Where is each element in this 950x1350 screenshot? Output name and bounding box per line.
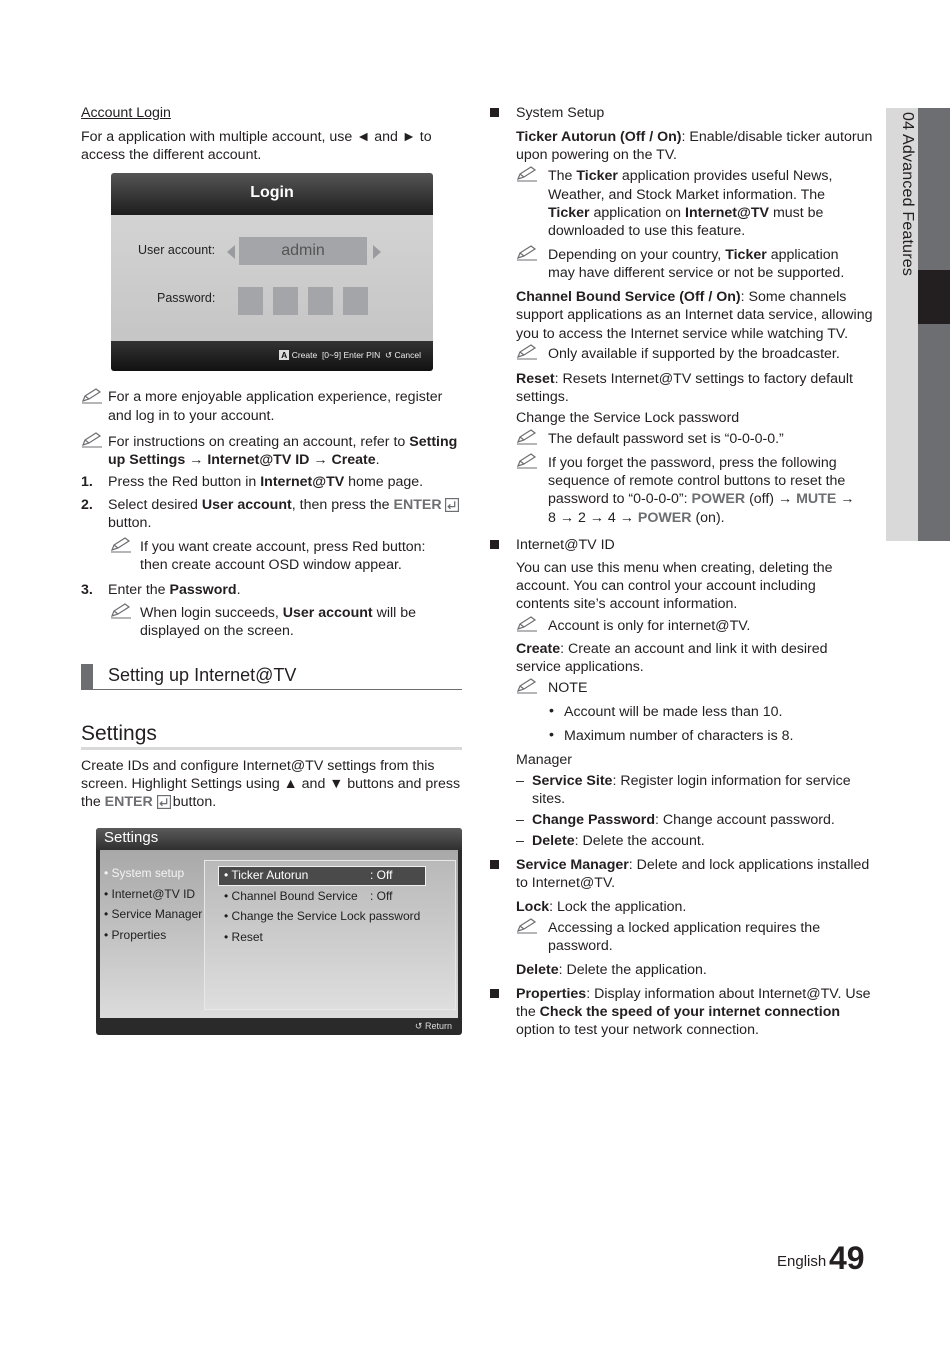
- intro-line: For a application with multiple account, use ◄ and ► to: [81, 129, 432, 145]
- step-number: 2.: [81, 497, 93, 513]
- note-text: If you forget the password, press the following: [548, 455, 837, 471]
- user-account-field[interactable]: admin: [239, 237, 367, 265]
- pin-box[interactable]: [238, 287, 263, 315]
- page-number: 49: [829, 1240, 865, 1276]
- dash: –: [516, 812, 524, 828]
- internet-tv-id-heading: Internet@TV ID: [516, 537, 615, 553]
- settings-heading: Settings: [81, 722, 157, 745]
- bullet-dot: •: [549, 727, 554, 743]
- body-text: account. You can control your account including: [516, 578, 816, 594]
- body-text: sites.: [532, 791, 566, 807]
- body-text: Delete: Delete the application.: [516, 962, 707, 978]
- dash: –: [516, 773, 524, 789]
- body-text: Reset: Resets Internet@TV settings to factory default: [516, 371, 853, 387]
- return-icon: ↺: [385, 350, 393, 360]
- note-text: Depending on your country, Ticker application: [548, 247, 839, 263]
- submenu-item-channel-bound[interactable]: • Channel Bound Service: [224, 889, 358, 903]
- bullet-text: Account will be made less than 10.: [564, 704, 783, 720]
- submenu-item-change-lock[interactable]: • Change the Service Lock password: [224, 909, 421, 923]
- square-bullet: [490, 989, 499, 998]
- step-text: button.: [108, 515, 152, 531]
- chapter-tab-marker: [918, 108, 950, 270]
- submenu-item-ticker-autorun[interactable]: • Ticker Autorun: [224, 868, 309, 882]
- note-icon: [516, 616, 538, 632]
- pin-box[interactable]: [343, 287, 368, 315]
- note-text: When login succeeds, User account will be: [140, 605, 417, 621]
- subheading: Manager: [516, 752, 572, 768]
- note-title: NOTE: [548, 680, 588, 696]
- note-text: may have different service or not be supported.: [548, 265, 845, 281]
- note-text: Only available if supported by the broadcaster.: [548, 346, 840, 362]
- note-icon: [110, 603, 132, 619]
- body-text: Ticker Autorun (Off / On): Enable/disable ticker autorun: [516, 129, 873, 145]
- chapter-label: 04 Advanced Features: [899, 112, 916, 277]
- note-icon: [516, 429, 538, 445]
- settings-osd-body: [100, 850, 458, 1018]
- note-icon: [516, 918, 538, 934]
- note-text: and log in to your account.: [108, 408, 275, 424]
- section-title: Setting up Internet@TV: [108, 665, 297, 685]
- menu-item-system-setup[interactable]: • System setup: [104, 866, 185, 880]
- login-osd-footer-hints: [279, 350, 421, 361]
- note-text: 8 → 2 → 4 → POWER (on).: [548, 510, 725, 526]
- note-icon: [516, 245, 538, 261]
- settings-text: Create IDs and configure Internet@TV settings from this: [81, 758, 435, 774]
- body-text: to Internet@TV.: [516, 875, 616, 891]
- user-account-label: User account:: [138, 243, 216, 257]
- settings-text: screen. Highlight Settings using ▲ and ▼ buttons and press: [81, 776, 461, 792]
- square-bullet: [490, 108, 499, 117]
- square-bullet: [490, 860, 499, 869]
- step-number: 3.: [81, 582, 93, 598]
- note-icon: [516, 344, 538, 360]
- settings-text: the ENTER button.: [81, 794, 217, 810]
- body-text: settings.: [516, 389, 569, 405]
- note-text: password to “0-0-0-0”: POWER (off) → MUTE →: [548, 491, 855, 507]
- bullet-text: Maximum number of characters is 8.: [564, 728, 794, 744]
- step-text: Press the Red button in Internet@TV home page.: [108, 474, 424, 490]
- body-text: upon powering on the TV.: [516, 147, 677, 163]
- enter-icon: [157, 795, 171, 809]
- settings-divider: [81, 747, 462, 750]
- body-text: support applications as an Internet data service, allowing: [516, 307, 873, 323]
- arrow-left-icon[interactable]: [227, 245, 235, 259]
- body-text: Channel Bound Service (Off / On): Some channels: [516, 289, 847, 305]
- submenu-value: : Off: [370, 889, 393, 903]
- body-text: the Check the speed of your internet connection: [516, 1004, 841, 1020]
- note-text: then create account OSD window appear.: [140, 557, 402, 573]
- body-text: Service Manager: Delete and lock applications installed: [516, 857, 870, 873]
- menu-item-properties[interactable]: • Properties: [104, 928, 167, 942]
- note-text: For a more enjoyable application experience, register: [108, 389, 443, 405]
- step-number: 1.: [81, 474, 93, 490]
- note-icon: [516, 678, 538, 694]
- body-text: contents site’s account information.: [516, 596, 738, 612]
- login-osd-title: Login: [111, 173, 433, 215]
- note-icon: [516, 166, 538, 182]
- bullet-dot: •: [549, 703, 554, 719]
- body-text: You can use this menu when creating, deleting the: [516, 560, 833, 576]
- note-text: sequence of remote control buttons to reset the: [548, 473, 846, 489]
- note-icon: [110, 537, 132, 553]
- note-text: displayed on the screen.: [140, 623, 294, 639]
- chapter-tab-marker: [918, 324, 950, 541]
- return-icon: ↺: [414, 1021, 423, 1031]
- note-text: Account is only for internet@TV.: [548, 618, 751, 634]
- settings-osd-footer: [415, 1021, 452, 1032]
- body-text: Delete: Delete the account.: [532, 833, 705, 849]
- note-text: Ticker application on Internet@TV must be: [548, 205, 824, 221]
- menu-item-internet-tv-id[interactable]: • Internet@TV ID: [104, 887, 196, 901]
- square-bullet: [490, 540, 499, 549]
- note-text: Accessing a locked application requires the: [548, 920, 821, 936]
- body-text: you to access the Internet service while watching TV.: [516, 326, 849, 342]
- section-marker: [81, 664, 93, 690]
- system-setup-heading: System Setup: [516, 105, 605, 121]
- body-text: Properties: Display information about Internet@TV. Use: [516, 986, 871, 1002]
- intro-line: access the different account.: [81, 147, 262, 163]
- settings-osd: [96, 828, 462, 1035]
- body-text: Create: Create an account and link it with desired: [516, 641, 828, 657]
- return-hint[interactable]: Return: [424, 1021, 452, 1031]
- note-text: The default password set is “0-0-0-0.”: [548, 431, 784, 447]
- body-text: service applications.: [516, 659, 644, 675]
- note-icon: [516, 453, 538, 469]
- password-label: Password:: [157, 291, 216, 305]
- pin-box[interactable]: [308, 287, 333, 315]
- a-button-icon: A: [281, 350, 288, 360]
- step-text: Enter the Password.: [108, 582, 241, 598]
- body-text: Lock: Lock the application.: [516, 899, 687, 915]
- chapter-tab-marker-active: [918, 270, 950, 324]
- body-text: option to test your network connection.: [516, 1022, 759, 1038]
- settings-osd-title: Settings: [96, 828, 462, 850]
- note-text: password.: [548, 938, 613, 954]
- note-text: The Ticker application provides useful News,: [548, 168, 833, 184]
- note-icon: [81, 432, 103, 448]
- note-text: downloaded to use this feature.: [548, 223, 746, 239]
- note-text: up Settings → Internet@TV ID → Create.: [108, 452, 380, 468]
- note-text: Weather, and Stock Market information. The: [548, 187, 826, 203]
- dash: –: [516, 833, 524, 849]
- note-icon: [81, 388, 103, 404]
- menu-item-service-manager[interactable]: • Service Manager: [104, 907, 203, 921]
- submenu-item-reset[interactable]: • Reset: [224, 930, 263, 944]
- login-osd: [111, 173, 433, 371]
- body-text: Service Site: Register login information for service: [532, 773, 851, 789]
- arrow-right-icon[interactable]: [373, 245, 381, 259]
- submenu-value: : Off: [370, 868, 393, 882]
- body-text: Change Password: Change account password.: [532, 812, 835, 828]
- step-text: Select desired User account, then press the ENTER: [108, 497, 442, 513]
- note-text: If you want create account, press Red button:: [140, 539, 426, 555]
- login-osd-footer: [111, 341, 433, 371]
- note-text: For instructions on creating an account, refer to Setting: [108, 434, 458, 450]
- enter-pin-hint: [0~9] Enter PIN: [321, 350, 381, 360]
- create-hint[interactable]: Create: [291, 350, 318, 360]
- account-login-heading: Account Login: [81, 105, 171, 121]
- pin-box[interactable]: [273, 287, 298, 315]
- cancel-hint[interactable]: Cancel: [394, 350, 421, 360]
- enter-icon: [445, 498, 459, 512]
- subheading: Change the Service Lock password: [516, 410, 740, 426]
- footer-language: English: [777, 1253, 827, 1270]
- section-divider: [81, 689, 462, 690]
